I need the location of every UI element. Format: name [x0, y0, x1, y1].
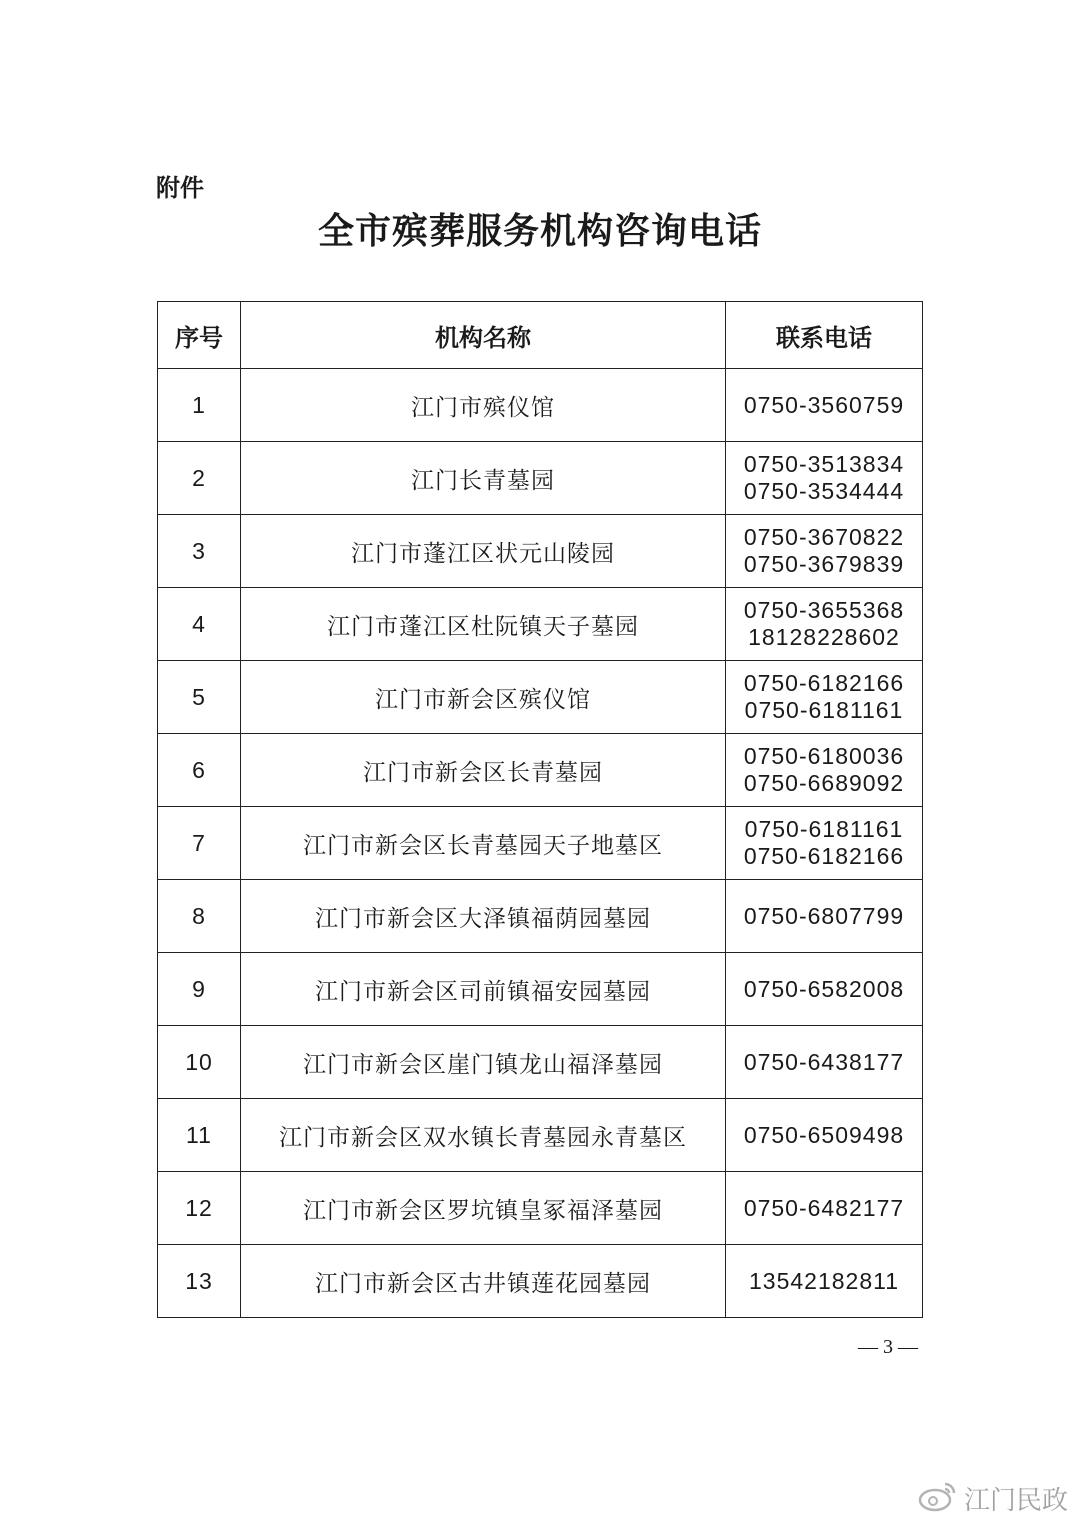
institution-name: 江门市蓬江区杜阮镇天子墓园 — [241, 588, 726, 661]
table-row — [158, 515, 923, 588]
page-title: 全市殡葬服务机构咨询电话 — [317, 210, 762, 252]
phone-number: 0750-6438177 — [743, 1048, 905, 1075]
institution-name: 江门市新会区长青墓园天子地墓区 — [241, 807, 726, 880]
table-row — [158, 880, 923, 953]
column-header-number: 序号 — [158, 302, 241, 369]
attachment-label: 附件 — [156, 174, 204, 202]
contact-phone — [726, 661, 923, 734]
contact-phone — [726, 734, 923, 807]
row-number: 13 — [158, 1245, 241, 1318]
phone-number: 0750-6482177 — [743, 1194, 905, 1221]
watermark-label: 江门民政 — [963, 1485, 1068, 1516]
row-number: 12 — [158, 1172, 241, 1245]
contact-phone — [726, 1026, 923, 1099]
table-row — [158, 953, 923, 1026]
institution-name: 江门市新会区长青墓园 — [241, 734, 726, 807]
phone-number: 0750-6509498 — [743, 1121, 905, 1148]
phone-number: 0750-6182166 — [743, 843, 905, 869]
weibo-icon — [918, 1479, 958, 1517]
phone-number: 0750-6807799 — [743, 902, 905, 929]
row-number: 6 — [158, 734, 241, 807]
row-number: 10 — [158, 1026, 241, 1099]
row-number: 5 — [158, 661, 241, 734]
contact-phone — [726, 1099, 923, 1172]
row-number: 2 — [158, 442, 241, 515]
row-number: 8 — [158, 880, 241, 953]
row-number: 4 — [158, 588, 241, 661]
phone-number: 0750-3679839 — [743, 551, 905, 577]
institution-name: 江门长青墓园 — [241, 442, 726, 515]
phone-number: 0750-6182166 — [743, 670, 905, 696]
table-row — [158, 442, 923, 515]
contact-phone — [726, 880, 923, 953]
phone-number: 0750-6689092 — [743, 770, 905, 796]
table-row — [158, 661, 923, 734]
contact-phone — [726, 369, 923, 442]
institution-name: 江门市殡仪馆 — [241, 369, 726, 442]
institution-name: 江门市新会区双水镇长青墓园永青墓区 — [241, 1099, 726, 1172]
phone-number: 0750-3670822 — [743, 524, 905, 550]
institution-name: 江门市新会区殡仪馆 — [241, 661, 726, 734]
contacts-table — [157, 301, 923, 1318]
phone-number: 0750-6180036 — [743, 743, 905, 769]
table-row — [158, 1172, 923, 1245]
phone-number: 0750-6181161 — [744, 816, 904, 842]
table-row — [158, 588, 923, 661]
phone-number: 0750-3513834 — [743, 451, 905, 477]
phone-number: 0750-3655368 — [743, 597, 905, 623]
contact-phone — [726, 515, 923, 588]
row-number: 9 — [158, 953, 241, 1026]
table-row — [158, 807, 923, 880]
row-number: 3 — [158, 515, 241, 588]
institution-name: 江门市新会区司前镇福安园墓园 — [241, 953, 726, 1026]
institution-name: 江门市新会区崖门镇龙山福泽墓园 — [241, 1026, 726, 1099]
table-row — [158, 734, 923, 807]
institution-name: 江门市蓬江区状元山陵园 — [241, 515, 726, 588]
phone-number: 0750-6582008 — [743, 975, 905, 1002]
table-row — [158, 1245, 923, 1318]
column-header-name: 机构名称 — [241, 302, 726, 369]
row-number: 7 — [158, 807, 241, 880]
institution-name: 江门市新会区大泽镇福荫园墓园 — [241, 880, 726, 953]
column-header-phone: 联系电话 — [726, 302, 923, 369]
table-row — [158, 1099, 923, 1172]
row-number: 11 — [158, 1099, 241, 1172]
phone-number: 13542182811 — [749, 1267, 899, 1294]
table-header-row — [158, 302, 923, 369]
row-number: 1 — [158, 369, 241, 442]
contact-phone — [726, 442, 923, 515]
institution-name: 江门市新会区罗坑镇皇冢福泽墓园 — [241, 1172, 726, 1245]
phone-number: 0750-3534444 — [743, 478, 905, 504]
contact-phone — [726, 588, 923, 661]
phone-number: 0750-3560759 — [743, 391, 905, 418]
contact-phone — [726, 807, 923, 880]
institution-name: 江门市新会区古井镇莲花园墓园 — [241, 1245, 726, 1318]
table-row — [158, 369, 923, 442]
page-number: — 3 — — [858, 1336, 918, 1358]
contact-phone — [726, 1245, 923, 1318]
phone-number: 0750-6181161 — [744, 697, 904, 723]
table-row — [158, 1026, 923, 1099]
contact-phone — [726, 1172, 923, 1245]
contact-phone — [726, 953, 923, 1026]
phone-number: 18128228602 — [748, 624, 900, 650]
table-body — [158, 369, 923, 1318]
watermark — [918, 1479, 1068, 1517]
